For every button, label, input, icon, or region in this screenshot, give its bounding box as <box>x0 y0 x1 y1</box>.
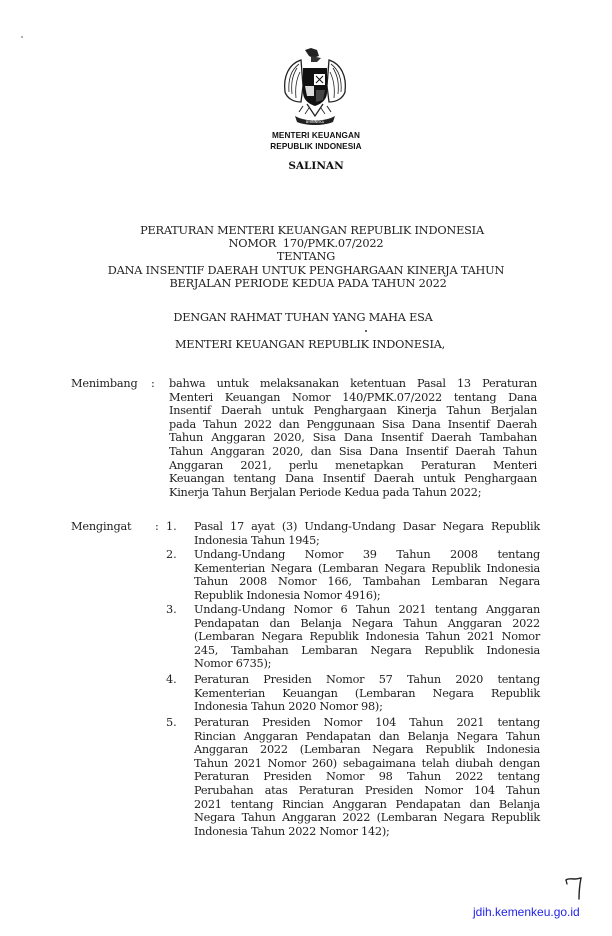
scan-speck <box>21 36 23 38</box>
text-line: Insentif Daerah untuk Penghargaan Kinerja Tahun Berjalan <box>169 404 537 418</box>
garuda-emblem-icon <box>281 46 349 128</box>
text-line: Tahun 2021 Nomor 260) sebagaimana telah diubah dengan <box>194 756 540 770</box>
agency-country: REPUBLIK INDONESIA <box>270 142 362 151</box>
text-line: Indonesia Tahun 1945; <box>194 533 320 547</box>
text-line: pada Tahun 2022 dan Penggunaan Sisa Dana Insentif Daerah <box>169 417 537 431</box>
title-line-number: NOMOR 170/PMK.07/2022 <box>228 237 384 251</box>
blessing-line: DENGAN RAHMAT TUHAN YANG MAHA ESA <box>173 311 433 324</box>
text-line: (Lembaran Negara Republik Indonesia Tahun 2021 Nomor <box>194 630 540 644</box>
text-line: Peraturan Presiden Nomor 57 Tahun 2020 tentang <box>194 673 540 686</box>
text-line: Pendapatan dan Belanja Negara Tahun Anggaran 2022 <box>194 616 540 630</box>
item-number: 3. <box>166 603 177 616</box>
authority-line: MENTERI KEUANGAN REPUBLIK INDONESIA, <box>174 338 446 351</box>
text-line: 2021 tentang Rincian Anggaran Pendapatan dan Belanja <box>194 797 540 811</box>
text-line: Kinerja Tahun Berjalan Periode Kedua pada Tahun 2022; <box>169 485 482 499</box>
title-line-about: TENTANG <box>276 250 336 264</box>
text-line: Kementerian Keuangan (Lembaran Negara Republik <box>194 686 540 700</box>
handwritten-page-mark-icon <box>563 875 585 901</box>
regulation-title <box>0 224 612 290</box>
text-line: Rincian Anggaran Pendapatan dan Belanja Negara Tahun <box>194 729 540 743</box>
mengingat-label: Mengingat <box>71 520 132 533</box>
text-line: Tahun 2008 Nomor 166, Tambahan Lembaran Negara <box>194 575 540 589</box>
text-line: Nomor 6735); <box>194 657 272 671</box>
text-line: Anggaran 2022 (Lembaran Negara Republik Indonesia <box>194 743 540 757</box>
text-line: Tahun Anggaran 2020, Sisa Dana Insentif Daerah Tambahan <box>169 431 537 445</box>
item-text <box>194 716 540 838</box>
copy-mark: SALINAN <box>288 160 344 172</box>
item-number: 1. <box>166 520 177 533</box>
scan-dot <box>365 330 367 332</box>
item-number: 4. <box>166 673 177 686</box>
text-line: Pasal 17 ayat (3) Undang-Undang Dasar Negara Republik <box>194 520 540 533</box>
text-line: Anggaran 2021, perlu menetapkan Peraturan Menteri <box>169 458 537 472</box>
text-line: Undang-Undang Nomor 39 Tahun 2008 tentang <box>194 548 540 561</box>
item-text <box>194 520 540 547</box>
title-line-subject-2: BERJALAN PERIODE KEDUA PADA TAHUN 2022 <box>169 276 447 290</box>
text-line: Undang-Undang Nomor 6 Tahun 2021 tentang Anggaran <box>194 603 540 616</box>
text-line: Negara Tahun Anggaran 2022 (Lembaran Negara Republik <box>194 811 540 825</box>
item-text <box>194 548 540 602</box>
text-line: Peraturan Presiden Nomor 104 Tahun 2021 tentang <box>194 716 540 729</box>
text-line: Indonesia Tahun 2020 Nomor 98); <box>194 700 383 714</box>
jdih-link[interactable]: jdih.kemenkeu.go.id <box>473 905 580 919</box>
menimbang-colon: : <box>151 377 155 390</box>
agency-name: MENTERI KEUANGAN <box>271 131 361 140</box>
item-number: 2. <box>166 548 177 561</box>
text-line: Perubahan atas Peraturan Presiden Nomor 104 Tahun <box>194 783 540 797</box>
text-line: Republik Indonesia Nomor 4916); <box>194 588 381 602</box>
mengingat-colon: : <box>155 520 159 533</box>
text-line: Keuangan tentang Dana Insentif Daerah untuk Penghargaan <box>169 472 537 486</box>
svg-text:BHINNEKA: BHINNEKA <box>305 120 325 124</box>
title-line-subject-1: DANA INSENTIF DAERAH UNTUK PENGHARGAAN KINERJA TAHUN <box>107 263 505 277</box>
item-text <box>194 603 540 671</box>
menimbang-label: Menimbang <box>71 377 138 390</box>
text-line: Kementerian Negara (Lembaran Negara Republik Indonesia <box>194 561 540 575</box>
menimbang-paragraph <box>169 377 537 499</box>
text-line: bahwa untuk melaksanakan ketentuan Pasal 13 Peraturan <box>169 377 537 390</box>
text-line: Menteri Keuangan Nomor 140/PMK.07/2022 tentang Dana <box>169 390 537 404</box>
item-text <box>194 673 540 714</box>
text-line: Peraturan Presiden Nomor 98 Tahun 2022 tentang <box>194 770 540 784</box>
text-line: Tahun Anggaran 2020, dan Sisa Dana Insentif Daerah Tahun <box>169 444 537 458</box>
title-line-regulation: PERATURAN MENTERI KEUANGAN REPUBLIK INDONESIA <box>140 224 484 237</box>
text-line: 245, Tambahan Lembaran Negara Republik Indonesia <box>194 643 540 657</box>
text-line: Indonesia Tahun 2022 Nomor 142); <box>194 824 390 838</box>
item-number: 5. <box>166 716 177 729</box>
